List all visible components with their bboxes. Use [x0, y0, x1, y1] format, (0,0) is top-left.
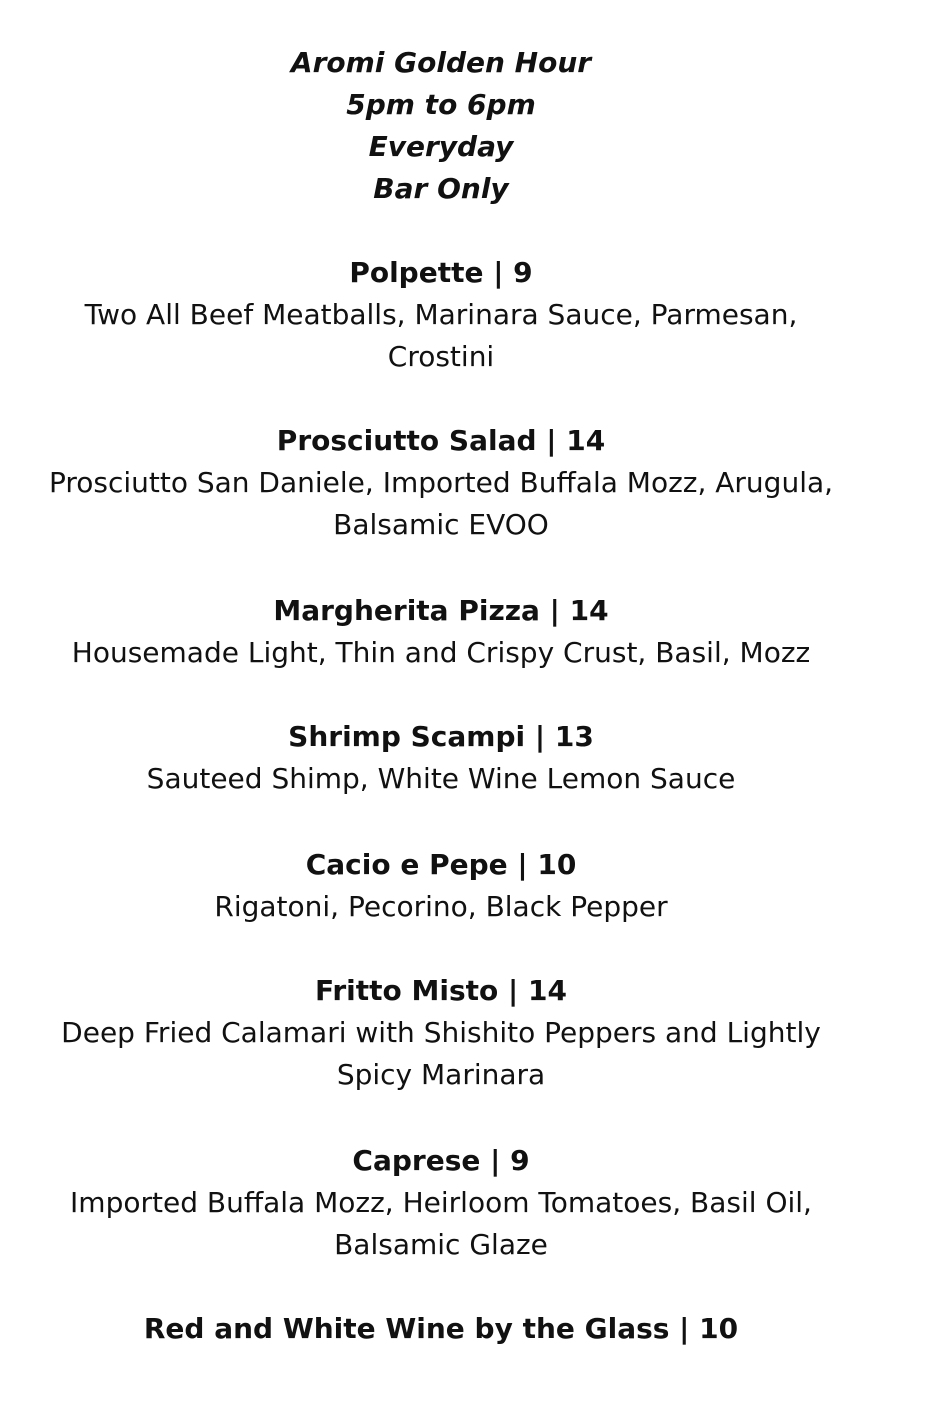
menu-item-description-line: Balsamic EVOO	[333, 508, 549, 541]
menu-item-description-line: Housemade Light, Thin and Crispy Crust, Basil, Mozz	[71, 636, 811, 669]
menu-item-description-line: Deep Fried Calamari with Shishito Peppers and Lightly	[61, 1016, 821, 1049]
menu-header	[0, 0, 882, 210]
menu-item	[0, 1140, 882, 1266]
menu-item-title: Shrimp Scampi | 13	[288, 720, 594, 753]
menu-item	[0, 1308, 882, 1350]
menu-item-description-line: Spicy Marinara	[336, 1058, 546, 1091]
menu-item-description	[0, 758, 882, 800]
menu-item-title: Margherita Pizza | 14	[273, 594, 609, 627]
menu-item-description	[0, 632, 882, 674]
menu-item-title: Prosciutto Salad | 14	[276, 424, 606, 457]
menu-item-title: Red and White Wine by the Glass | 10	[143, 1312, 739, 1345]
header-title: Aromi Golden Hour	[290, 46, 592, 79]
header-location: Bar Only	[373, 172, 509, 205]
menu-item	[0, 420, 882, 546]
menu-item	[0, 716, 882, 800]
menu-item-description-line: Crostini	[387, 340, 495, 373]
menu-item	[0, 844, 882, 928]
header-hours: 5pm to 6pm	[346, 88, 536, 121]
menu-item-description	[0, 1182, 882, 1266]
menu-item-description-line: Sauteed Shimp, White Wine Lemon Sauce	[146, 762, 736, 795]
menu-item-description-line: Rigatoni, Pecorino, Black Pepper	[214, 890, 668, 923]
header-days: Everyday	[368, 130, 514, 163]
menu-item-description	[0, 886, 882, 928]
menu-item-description-line: Balsamic Glaze	[334, 1228, 548, 1261]
menu-item	[0, 970, 882, 1096]
menu-item	[0, 252, 882, 378]
menu-item-description-line: Prosciutto San Daniele, Imported Buffala Mozz, Arugula,	[48, 466, 834, 499]
menu-item-description	[0, 462, 882, 546]
menu-item-title: Caprese | 9	[352, 1144, 530, 1177]
menu-item-description	[0, 1012, 882, 1096]
menu-item	[0, 590, 882, 674]
menu-item-description	[0, 294, 882, 378]
menu-item-title: Fritto Misto | 14	[315, 974, 567, 1007]
menu-item-description-line: Two All Beef Meatballs, Marinara Sauce, Parmesan,	[84, 298, 798, 331]
menu-item-title: Cacio e Pepe | 10	[305, 848, 577, 881]
menu-item-title: Polpette | 9	[349, 256, 533, 289]
menu-item-description-line: Imported Buffala Mozz, Heirloom Tomatoes, Basil Oil,	[70, 1186, 812, 1219]
